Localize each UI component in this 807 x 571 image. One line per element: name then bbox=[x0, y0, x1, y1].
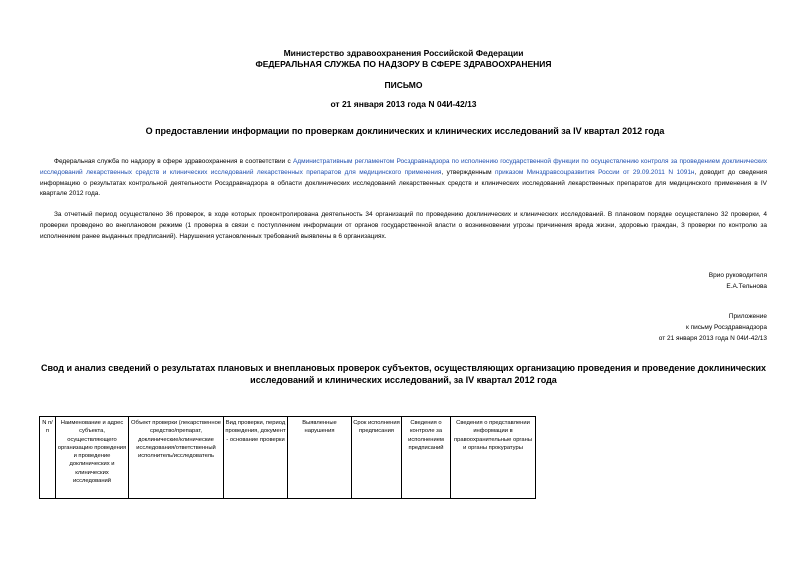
service-name: ФЕДЕРАЛЬНАЯ СЛУЖБА ПО НАДЗОРУ В СФЕРЕ ЗДРАВООХРАНЕНИЯ bbox=[255, 59, 552, 69]
column-header-control: Сведения о контроле за исполнением предписаний bbox=[402, 417, 451, 499]
regulation-link[interactable]: Административным регламентом Росздравнадзора по исполнению государственной функции по осуществлению контроля за проведением доклинических исследований лекарственных средств и клинических исследований лекарственных препаратов для медицинского применения bbox=[40, 158, 767, 176]
appendix-title: Свод и анализ сведений о результатах плановых и внеплановых проверок субъектов, осуществляющих организацию проведения и проведение доклинических исследований и клинических исследований, за IV квартал 2012 года bbox=[40, 363, 766, 385]
column-header-deadline: Срок исполнения предписания bbox=[352, 417, 402, 499]
appendix-date-number: от 21 января 2013 года N 04И-42/13 bbox=[658, 335, 767, 342]
column-header-law-enforcement: Сведения о представлении информации в правоохранительные органы и органы прокуратуры bbox=[451, 417, 536, 499]
column-header-inspection-type: Вид проверки, период проведения, документ - основание проверки bbox=[224, 417, 288, 499]
order-link[interactable]: приказом Минздравсоцразвития России от 29.09.2011 N 1091н bbox=[495, 168, 695, 176]
signatory-position: Врио руководителя bbox=[708, 272, 767, 279]
column-header-number: N п/п bbox=[40, 417, 56, 499]
paragraph-regulation-text-a: Федеральная служба по надзору в сфере здравоохранения в соответствии с bbox=[54, 158, 293, 165]
paragraph-regulation-text-b: , утвержденным bbox=[441, 168, 496, 176]
column-header-object: Объект проверки (лекарственное средство/препарат, доклинические/клинические исследования/ответственный исполнитель/исследователь bbox=[129, 417, 224, 499]
appendix-reference: к письму Росздравнадзора bbox=[685, 324, 767, 331]
paragraph-inspections: За отчетный период осуществлено 36 проверок, в ходе которых проконтролирована деятельность 34 организаций по проведению доклинических и клинических исследований. В плановом порядке осуществлено 32 проверки, 4 проверки проведено во внеплановом режиме (1 проверка в связи с поступлением информации от органов государственной власти о возникновении угрозы причинения вреда жизни, здоровью граждан, 3 проверки по контролю за исполнением ранее выданных предписаний). Нарушения установленных требований выявлены в 6 организациях. bbox=[40, 211, 767, 240]
paragraph-regulation bbox=[40, 157, 767, 200]
document-date-number: от 21 января 2013 года N 04И-42/13 bbox=[330, 99, 477, 109]
table-header-row bbox=[40, 417, 536, 499]
signatory-name: Е.А.Тельнова bbox=[726, 283, 767, 290]
column-header-subject: Наименование и адрес субъекта, осуществляющего организацию проведения и проведение доклинических и клинических исследований bbox=[56, 417, 129, 499]
appendix-label: Приложение bbox=[728, 313, 767, 320]
ministry-name: Министерство здравоохранения Российской Федерации bbox=[283, 48, 524, 58]
document-type: ПИСЬМО bbox=[384, 80, 423, 90]
document-title: О предоставлении информации по проверкам доклинических и клинических исследований за IV квартал 2012 года bbox=[145, 126, 665, 136]
paragraph-regulation-text-c: , доводит до сведения информацию о результатах контрольной деятельности Росздравнадзора в области доклинических исследований лекарственных средств и клинических исследований лекарственных препаратов для медицинского применения в IV квартале 2012 года. bbox=[40, 168, 767, 198]
report-table bbox=[39, 416, 536, 499]
column-header-violations: Выявленные нарушения bbox=[288, 417, 352, 499]
